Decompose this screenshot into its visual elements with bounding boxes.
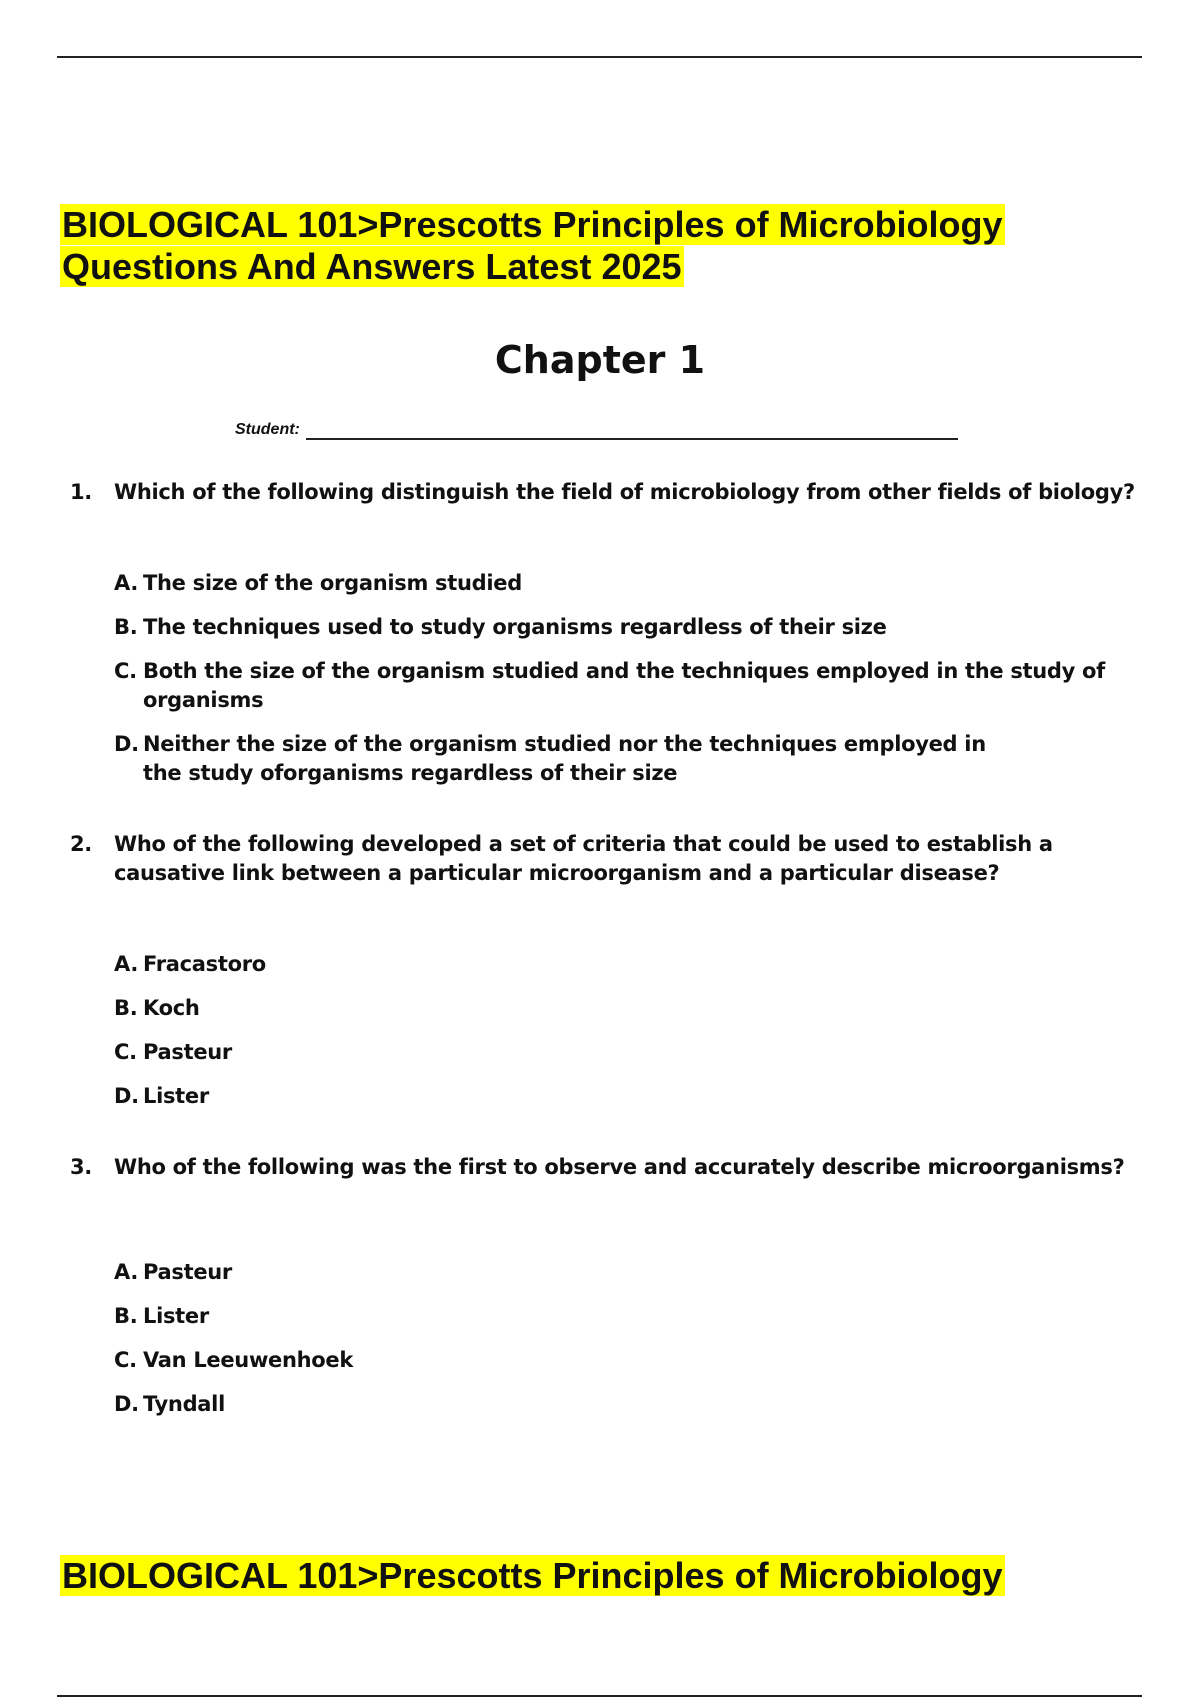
option-letter: A. xyxy=(114,1260,139,1284)
option-letter: B. xyxy=(114,1304,138,1328)
answer-options xyxy=(70,569,1150,788)
option-letter: C. xyxy=(114,1040,137,1064)
answer-options xyxy=(70,1258,1150,1419)
answer-option-b xyxy=(114,1302,1150,1331)
answer-option-a xyxy=(114,950,1150,979)
option-text: Pasteur xyxy=(143,1040,232,1064)
document-title xyxy=(60,204,1060,288)
option-text: The size of the organism studied xyxy=(143,571,522,595)
footer-title xyxy=(60,1555,1060,1597)
option-text: Both the size of the organism studied and the techniques employed in the study of organisms xyxy=(143,659,1106,712)
option-letter: B. xyxy=(114,996,138,1020)
option-text: Fracastoro xyxy=(143,952,266,976)
question-text: Which of the following distinguish the field of microbiology from other fields of biology? xyxy=(114,480,1135,504)
student-name-line xyxy=(306,420,958,440)
answer-option-c xyxy=(114,1038,1150,1067)
question-2 xyxy=(70,830,1150,1126)
answer-option-d xyxy=(114,730,1150,788)
option-text: Lister xyxy=(143,1304,209,1328)
option-text: The techniques used to study organisms regardless of their size xyxy=(143,615,887,639)
chapter-heading: Chapter 1 xyxy=(494,338,706,382)
document-title-line-2: Questions And Answers Latest 2025 xyxy=(62,246,682,287)
option-letter: A. xyxy=(114,571,139,595)
top-rule xyxy=(57,56,1142,58)
option-text: Neither the size of the organism studied nor the techniques employed in the study oforganisms regardless of their size xyxy=(143,732,986,785)
footer-title-text: BIOLOGICAL 101>Prescotts Principles of Microbiology xyxy=(62,1555,1003,1596)
question-text: Who of the following developed a set of criteria that could be used to establish a causative link between a particular microorganism and a particular disease? xyxy=(114,832,1053,885)
answer-option-c xyxy=(114,657,1150,715)
answer-option-d xyxy=(114,1390,1150,1419)
student-label: Student: xyxy=(235,421,300,438)
document-title-line-1: BIOLOGICAL 101>Prescotts Principles of Microbiology xyxy=(62,204,1003,245)
option-text: Tyndall xyxy=(143,1392,225,1416)
question-text: Who of the following was the first to observe and accurately describe microorganisms? xyxy=(114,1155,1125,1179)
option-text: Van Leeuwenhoek xyxy=(143,1348,354,1372)
question-number: 2. xyxy=(70,832,92,856)
option-letter: A. xyxy=(114,952,139,976)
option-text: Koch xyxy=(143,996,200,1020)
question-number: 3. xyxy=(70,1155,92,1179)
question-number: 1. xyxy=(70,480,92,504)
answer-option-b xyxy=(114,613,1150,642)
answer-option-c xyxy=(114,1346,1150,1375)
option-letter: D. xyxy=(114,1084,139,1108)
answer-options xyxy=(70,950,1150,1111)
option-letter: D. xyxy=(114,1392,139,1416)
bottom-rule xyxy=(57,1695,1142,1697)
option-text: Pasteur xyxy=(143,1260,232,1284)
answer-option-b xyxy=(114,994,1150,1023)
answer-option-a xyxy=(114,1258,1150,1287)
question-3 xyxy=(70,1153,1150,1434)
student-field xyxy=(235,420,958,440)
question-1 xyxy=(70,478,1150,803)
option-letter: B. xyxy=(114,615,138,639)
option-letter: D. xyxy=(114,732,139,756)
option-letter: C. xyxy=(114,659,137,683)
option-text: Lister xyxy=(143,1084,209,1108)
answer-option-a xyxy=(114,569,1150,598)
option-letter: C. xyxy=(114,1348,137,1372)
answer-option-d xyxy=(114,1082,1150,1111)
